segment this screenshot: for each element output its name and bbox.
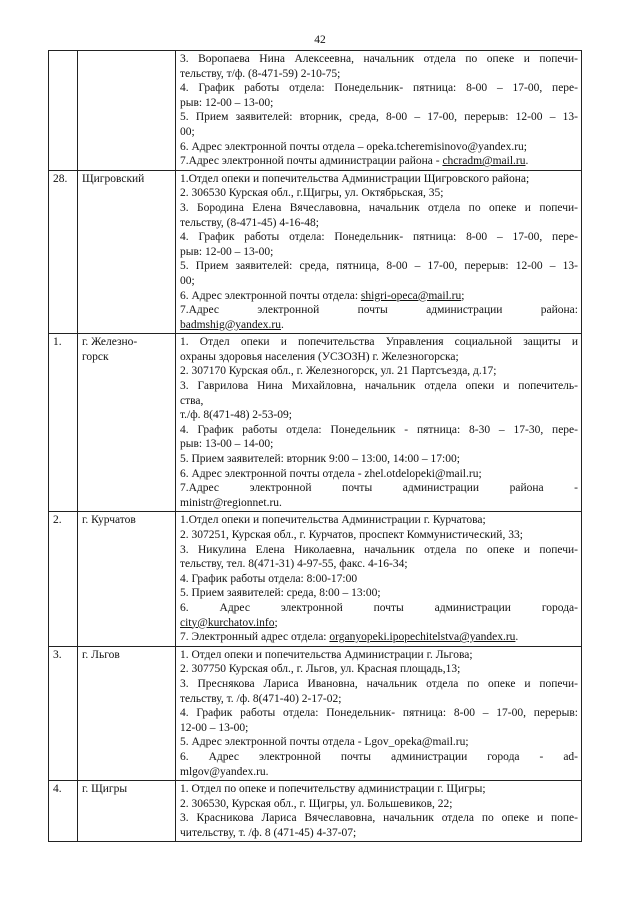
info-line-text: 1.Отдел опеки и попечительства Администрации Щигровского района; [180,172,530,185]
table-row [49,512,582,646]
info-line-text: рыв: 13-00 – 14-00; [180,438,274,451]
info-line-text: 2. 306530 Курская обл., г.Щигры, ул. Октябрьская, 35; [180,187,444,200]
info-line [180,350,578,365]
info-line [180,423,578,438]
place-name-cell [78,51,176,171]
info-line-text: 6. Адрес электронной почты отдела – opeka.tcheremisinovo@yandex.ru; [180,140,528,153]
table-row [49,646,582,780]
info-line-text: 3. Гаврилова Нина Михайловна, начальник отдела опеки и попечитель- [180,380,578,393]
info-line [180,110,578,125]
info-line [180,543,578,558]
info-line [180,811,578,826]
info-line-text: ministr@regionnet.ru. [180,496,282,509]
info-line [180,601,578,616]
info-line-suffix: ; [461,289,465,302]
info-line [180,452,578,467]
info-line-text: 2. 307750 Курская обл., г. Льгов, ул. Красная площадь,13; [180,663,461,676]
info-line-text: 7. Электронный адрес отдела: [180,631,330,644]
info-line [180,513,578,528]
row-number-cell: 1. [49,334,78,512]
email-link[interactable]: badmshig@yandex.ru [180,318,281,331]
info-line-text: 4. График работы отдела: Понедельник - пятница: 8-30 – 17-30, пере- [180,423,578,436]
department-info-cell [176,781,582,842]
info-line-text: 00; [180,125,195,138]
info-line [180,572,578,587]
info-line [180,437,578,452]
info-line [180,408,578,423]
info-line [180,67,578,82]
info-line-text: 3. Бородина Елена Вячеславовна, начальник отдела по опеке и попечи- [180,201,578,214]
info-line-text: 3. Воропаева Нина Алексеевна, начальник отдела по опеке и попечи- [180,53,578,65]
info-line-text: 2. 306530, Курская обл., г. Щигры, ул. Большевиков, 22; [180,797,453,810]
info-line [180,662,578,677]
info-line [180,616,578,631]
info-line [180,289,578,304]
info-line [180,677,578,692]
info-line-suffix: . [280,318,284,331]
info-line-text: 7.Адрес электронной почты администрации района: [180,304,578,317]
info-line-text: 1.Отдел опеки и попечительства Администрации г. Курчатова; [180,514,486,527]
row-number-cell: 28. [49,170,78,334]
info-line-text: 4. График работы отдела: 8:00-17:00 [180,572,358,585]
info-line-suffix: ; [274,616,278,629]
info-line-text: тельству, т. /ф. 8(471-40) 2-17-02; [180,692,342,705]
info-line [180,721,578,736]
table-row [49,170,582,334]
info-line-text: 3. Красникова Лариса Вячеславовна, начальник отдела по опеке и попе- [180,812,578,825]
info-line [180,648,578,663]
info-line [180,586,578,601]
info-line [180,467,578,482]
place-name-cell: г. Щигры [78,781,176,842]
info-line-suffix: . [515,631,519,644]
place-name-cell: Щигровский [78,170,176,334]
info-line [180,481,578,496]
info-line [180,335,578,350]
info-line-text: 4. График работы отдела: Понедельник- пятница: 8-00 – 17-00, пере- [180,231,578,244]
info-line-text: 5. Прием заявителей: вторник, среда, 8-00 – 17-00, перерыв: 12-00 – 13- [180,111,578,124]
info-line [180,303,578,318]
info-line [180,765,578,780]
info-line [180,274,578,289]
row-number-cell: 4. [49,781,78,842]
info-line-text: чительству, т. /ф. 8 (471-45) 4-37-07; [180,826,357,839]
info-line [180,230,578,245]
table-row [49,51,582,171]
info-line-text: 2. 307170 Курская обл., г. Железногорск, ул. 21 Партсъезда, д.17; [180,365,497,378]
email-link[interactable]: organyopeki.ipopechitelstva@yandex.ru [329,631,516,644]
info-line [180,692,578,707]
info-line-text: рыв: 12-00 – 13-00; [180,96,274,109]
info-line [180,630,578,645]
info-line [180,259,578,274]
info-line-text: 7.Адрес электронной почты администрации района - [180,482,578,495]
page-number: 42 [314,34,326,46]
info-line [180,782,578,797]
place-name-cell: г. Железно- горск [78,334,176,512]
info-line [180,154,578,169]
info-line [180,96,578,111]
info-line-text: тельству, тел. 8(471-31) 4-97-55, факс. 4-16-34; [180,558,408,571]
info-line-text: ства, [180,394,204,407]
info-line-text: 6. Адрес электронной почты администрации города- [180,601,578,614]
info-line [180,528,578,543]
info-line [180,81,578,96]
info-line-text: 3. Никулина Елена Николаевна, начальник отдела по опеке и попечи- [180,543,578,556]
row-number-cell [49,51,78,171]
info-line [180,186,578,201]
info-line [180,125,578,140]
department-info-cell [176,512,582,646]
info-line-text: 1. Отдел по опеке и попечительству администрации г. Щигры; [180,783,486,796]
info-line [180,216,578,231]
info-line-text: mlgov@yandex.ru. [180,765,269,778]
info-line-text: 4. График работы отдела: Понедельник- пятница: 8-00 – 17-00, пере- [180,82,578,95]
info-line-text: 5. Прием заявителей: вторник 9:00 – 13:00, 14:00 – 17:00; [180,453,460,466]
info-line-text: 7.Адрес электронной почты администрации района - [180,155,443,168]
info-line [180,364,578,379]
info-line [180,379,578,394]
email-link[interactable]: city@kurchatov.info [180,616,275,629]
info-line [180,706,578,721]
info-line-text: охраны здоровья населения (УСЗОЗН) г. Железногорска; [180,350,459,363]
info-line-text: т./ф. 8(471-48) 2-53-09; [180,409,292,422]
department-info-cell [176,334,582,512]
info-line-text: 2. 307251, Курская обл., г. Курчатов, проспект Коммунистический, 33; [180,529,523,541]
info-line-text: 1. Отдел опеки и попечительства Управления социальной защиты и [180,336,578,349]
info-line-text: 5. Прием заявителей: среда, 8:00 – 13:00; [180,587,381,600]
department-info-cell [176,170,582,334]
department-info-cell [176,646,582,780]
row-number-cell: 3. [49,646,78,780]
info-line [180,557,578,572]
info-line [180,394,578,409]
info-line [180,826,578,841]
info-line-text: 12-00 – 13-00; [180,721,249,734]
info-line [180,496,578,511]
info-line [180,750,578,765]
row-number-cell: 2. [49,512,78,646]
info-line [180,201,578,216]
info-line [180,735,578,750]
info-line [180,52,578,67]
info-line-text: 6. Адрес электронной почты администрации города - ad- [180,750,578,763]
guardianship-departments-table [48,50,582,842]
info-line [180,797,578,812]
email-link[interactable]: chcradm@mail.ru [442,155,526,168]
info-line-text: 6. Адрес электронной почты отдела: [180,289,361,302]
info-line-text: 6. Адрес электронной почты отдела - zhel.otdelopeki@mail.ru; [180,467,482,480]
info-line-text: рыв: 12-00 – 13-00; [180,245,274,258]
email-link[interactable]: shigri-opeca@mail.ru [360,289,462,302]
info-line [180,172,578,187]
info-line-text: 5. Адрес электронной почты отдела - Lgov_opeka@mail.ru; [180,736,469,749]
info-line [180,318,578,333]
info-line-text: 00; [180,274,195,287]
table-row [49,334,582,512]
info-line-text: 5. Прием заявителей: среда, пятница, 8-00 – 17-00, перерыв: 12-00 – 13- [180,260,578,273]
info-line-text: тельству, т/ф. (8-471-59) 2-10-75; [180,67,341,80]
info-line [180,140,578,155]
info-line-text: тельству, (8-471-45) 4-16-48; [180,216,319,229]
info-line-text: 1. Отдел опеки и попечительства Администрации г. Льгова; [180,648,473,661]
info-line-suffix: . [525,155,529,168]
info-line-text: 4. График работы отдела: Понедельник- пятница: 8-00 – 17-00, перерыв: [180,707,578,720]
place-name-cell: г. Льгов [78,646,176,780]
table-body [49,51,582,842]
info-line-text: 3. Преснякова Лариса Ивановна, начальник отдела по опеке и попечи- [180,677,578,690]
info-line [180,245,578,260]
place-name-cell: г. Курчатов [78,512,176,646]
table-row [49,781,582,842]
department-info-cell [176,51,582,171]
